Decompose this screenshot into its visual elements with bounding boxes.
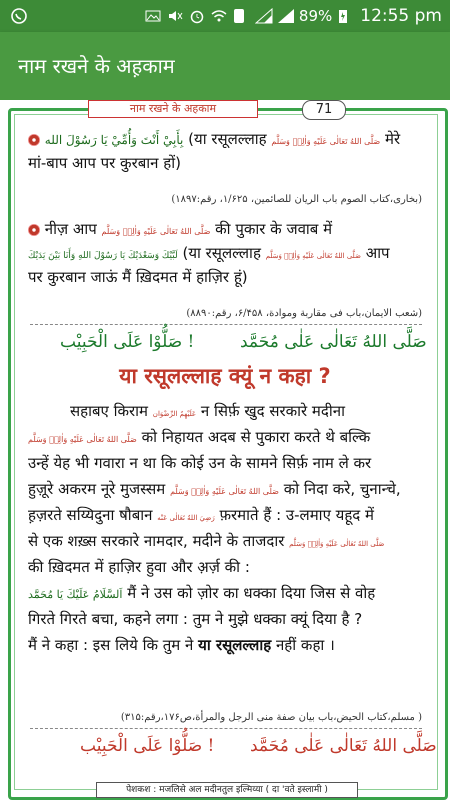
body-line-7: की ख़िदमत में हाज़िर हुवा और अ़र्ज़ की :	[28, 558, 250, 576]
body-line-3: उन्हें येह भी गवारा न था कि कोई उन के सामने सिर्फ़ नाम ले कर	[28, 454, 372, 472]
book-page[interactable]	[0, 100, 450, 800]
para2-blessing-2: صَلَّى اللهُ تَعَالٰى عَلَيْهِ وَاٰلِهٖ وَسَلَّم	[265, 252, 361, 260]
app-bar	[0, 32, 450, 100]
page-header-tab: नाम रखने के अहकाम	[88, 100, 258, 118]
para-1-line-1	[28, 128, 428, 153]
whatsapp-icon	[10, 7, 28, 25]
mute-icon	[167, 8, 183, 24]
para-2-line-1	[28, 218, 428, 243]
body-5b: फ़रमाते हैं : उ-लमाए यहूद में	[219, 506, 375, 524]
body-5-blessing: رَضِيَ اللهُ تَعَالٰى عَنْه	[157, 514, 215, 522]
body-line-1	[70, 400, 430, 425]
body-4a: हुज़ूरे अकरम नूरे मुजस्सम	[28, 480, 166, 498]
body-4-blessing: صَلَّى اللهُ تَعَالٰى عَلَيْهِ وَاٰلِهٖ وَسَلَّم	[170, 487, 279, 496]
reference-3: ( مسلم،کتاب الحیض،باب بیان صفة منی الرجل والمرأة،ص۱۷۶،رقم:۳۱۵)	[120, 712, 422, 723]
battery-charging-icon	[338, 8, 354, 24]
reference-1: (بخاری،کتاب الصوم باب الریان للصائمین، ۱/۶۲۵، رقم:۱۸۹۷)	[171, 194, 422, 205]
body-line-10	[28, 634, 428, 656]
body-1-blessing: عَلَيْهِمُ الرِّضْوَان	[152, 410, 197, 418]
para-2-line-3: पर कुरबान जाऊं मैं ख़िदमत में हाज़िर हूं)	[28, 268, 248, 286]
footer-bar: पेशकश : मजलिसे अल मदीनतुल इल्मिय्या ( दा 'वते इस्लामी )	[96, 782, 358, 798]
app-title: नाम रखने के अह़काम	[18, 54, 175, 78]
para1-hindi-b: मेरे	[385, 130, 401, 148]
body-1b: न सिर्फ़ खुद सरकारे मदीना	[200, 402, 345, 420]
body-line-5	[28, 504, 428, 529]
page-number: 71	[302, 100, 346, 120]
para2-blessing: صَلَّى اللهُ تَعَالٰى عَلَيْهِ وَاٰلِهٖ وَسَلَّم	[101, 227, 211, 236]
body-10a: मैं ने कहा : इस लिये कि तुम ने	[28, 636, 194, 654]
body-8-arabic: اَلسَّلَامُ عَلَيْكَ يَا مُحَمَّد	[28, 588, 123, 601]
rose-icon-2	[28, 224, 40, 236]
body-6a: से एक शख़्स सरकारे नामदार, मदीने के ताजदार	[28, 532, 285, 550]
body-line-9: गिरते गिरते बचा, कहने लगा : तुम ने मुझे धक्का क्यूं दिया है ?	[28, 610, 363, 628]
body-line-4	[28, 478, 428, 503]
para2-hindi-b: की पुकार के जवाब में	[215, 220, 333, 238]
salu-alal-habib: صَلُّوْا عَلَى الْحَبِيْب !	[60, 332, 195, 352]
signal-icon	[255, 8, 271, 24]
clock: 12:55 pm	[360, 6, 442, 26]
para2-hindi-d: आप	[365, 244, 390, 262]
body-line-2	[28, 426, 428, 451]
para-1-line-2: मां-बाप आप पर कुरबान हों)	[28, 154, 181, 172]
footer-salu-1: صَلُّوْا عَلَى الْحَبِيْب !	[80, 736, 215, 756]
body-line-8	[28, 582, 428, 606]
section-heading: या रसूलल्लाह क्यूं न कहा ?	[119, 364, 331, 388]
body-8b: मैं ने उस को ज़ोर का धक्का दिया जिस से वोह	[127, 584, 376, 602]
body-2-blessing: صَلَّى اللهُ تَعَالٰى عَلَيْهِ وَاٰلِهٖ وَسَلَّم	[28, 435, 137, 444]
body-10c: नहीं कहा ।	[275, 636, 335, 654]
signal-2-icon	[277, 8, 293, 24]
battery-percent: 89%	[298, 7, 333, 25]
reference-2: (شعب الایمان،باب فی مقاربة وموادة، ۶/۴۵۸، رقم:۸۸۹۰)	[186, 308, 422, 319]
body-2: को निहायत अदब से पुकारा करते थे बल्कि	[141, 428, 371, 446]
para2-arabic: لَبَّيْكَ وَسَعْدَيْكَ يَا رَسُوْلَ اللهِ وَأَنَا بَيْنَ يَدَيْكَ	[28, 251, 178, 261]
image-icon	[145, 8, 161, 24]
body-line-6	[28, 530, 428, 555]
footer-salu-2: صَلَّى اللهُ تَعَالٰى عَلٰى مُحَمَّد	[250, 736, 437, 756]
wifi-icon	[211, 8, 227, 24]
body-6-blessing: صَلَّى اللهُ تَعَالٰى عَلَيْهِ وَاٰلِهٖ وَسَلَّم	[289, 540, 385, 548]
alarm-icon	[189, 8, 205, 24]
body-5a: ह़ज़रते सय्यिदुना षौबान	[28, 506, 153, 524]
separator-2	[30, 728, 422, 730]
salla-allahu: صَلَّى اللهُ تَعَالٰى عَلٰى مُحَمَّد	[240, 332, 427, 352]
para1-arabic: بِأَبِيْ أَنْتَ وَأُمِّيْ يَا رَسُوْلَ الله	[44, 133, 184, 147]
para2-hindi-c: (या रसूलल्लाह	[182, 244, 261, 262]
sim-1-icon	[233, 8, 249, 24]
rose-icon	[28, 134, 40, 146]
body-1a: सहाबए किराम	[70, 402, 149, 420]
body-4b: को निदा करे, चुनान्चे,	[283, 480, 401, 498]
para2-hindi-a: नीज़ आप	[44, 220, 97, 238]
separator	[30, 324, 422, 326]
para1-blessing: صَلَّى اللهُ تَعَالٰى عَلَيْهِ وَاٰلِهٖ وَسَلَّم	[271, 137, 381, 146]
para-2-line-2	[28, 242, 428, 267]
status-bar	[0, 0, 450, 32]
para1-hindi-a: (या रसूलल्लाह	[188, 130, 267, 148]
body-10b: या रसूलल्लाह	[198, 636, 272, 654]
